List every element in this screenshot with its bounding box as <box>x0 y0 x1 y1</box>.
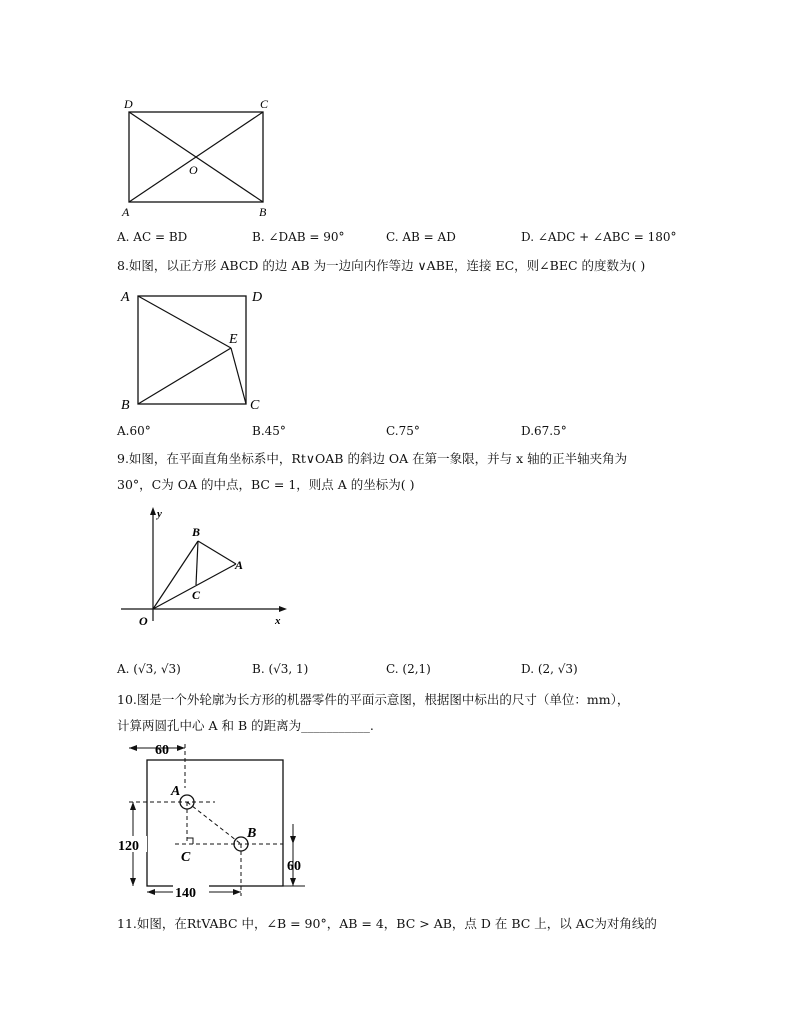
q11-question: 11.如图，在RtVABC 中，∠B = 90°，AB = 4，BC > AB，点 D 在 BC 上，以 AC为对角线的 <box>117 916 657 931</box>
dim-60-top: 60 <box>155 743 169 758</box>
q7-option-a: A. AC = BD <box>117 230 188 244</box>
q9-option-a: A. (√3, √3) <box>117 662 181 676</box>
label-C: C <box>192 588 201 602</box>
label-B: B <box>121 398 130 413</box>
q9-option-b: B. (√3, 1) <box>252 662 309 676</box>
machine-part-figure <box>115 740 315 898</box>
label-A: A <box>121 290 130 305</box>
q9-option-d: D. (2, √3) <box>521 662 578 676</box>
coordinate-triangle-figure <box>115 503 295 633</box>
q9-option-c: C. (2,1) <box>386 662 431 676</box>
label-y: y <box>157 508 162 520</box>
q7-option-c: C. AB = AD <box>386 230 456 244</box>
rectangle-diagonals-figure <box>115 94 280 219</box>
label-D: D <box>124 97 133 111</box>
q8-option-d: D.67.5° <box>521 424 567 438</box>
label-O: O <box>139 614 148 628</box>
label-C: C <box>260 97 269 111</box>
label-x: x <box>275 615 281 627</box>
dim-120: 120 <box>118 839 139 854</box>
label-E: E <box>229 332 238 347</box>
label-C: C <box>181 850 191 865</box>
square-equilateral-figure <box>115 285 275 415</box>
dim-140: 140 <box>175 886 196 898</box>
q9-question-line2: 30°，C为 OA 的中点，BC = 1，则点 A 的坐标为( ) <box>117 477 415 492</box>
dim-60-right: 60 <box>287 859 301 874</box>
q10-question-line1: 10.图是一个外轮廓为长方形的机器零件的平面示意图，根据图中标出的尺寸（单位：mm）， <box>117 692 630 707</box>
q8-option-a: A.60° <box>117 424 151 438</box>
label-A: A <box>235 558 244 572</box>
q8-option-b: B.45° <box>252 424 286 438</box>
label-A: A <box>122 205 130 219</box>
q7-option-d: D. ∠ADC + ∠ABC = 180° <box>521 230 677 244</box>
q8-question: 8.如图，以正方形 ABCD 的边 AB 为一边向内作等边 ∨ABE，连接 EC，则∠BEC 的度数为( ) <box>117 258 646 273</box>
q8-option-c: C.75° <box>386 424 420 438</box>
q9-question-line1: 9.如图，在平面直角坐标系中，Rt∨OAB 的斜边 OA 在第一象限，并与 x 轴的正半轴夹角为 <box>117 451 628 466</box>
q10-question-line2: 计算两圆孔中心 A 和 B 的距离为___________. <box>117 718 374 733</box>
label-C: C <box>250 398 260 413</box>
q7-option-b: B. ∠DAB = 90° <box>252 230 345 244</box>
label-B: B <box>192 525 201 539</box>
label-A: A <box>171 784 181 799</box>
label-B: B <box>259 205 267 219</box>
label-O: O <box>189 163 198 177</box>
label-D: D <box>252 290 263 305</box>
label-B: B <box>247 826 257 841</box>
